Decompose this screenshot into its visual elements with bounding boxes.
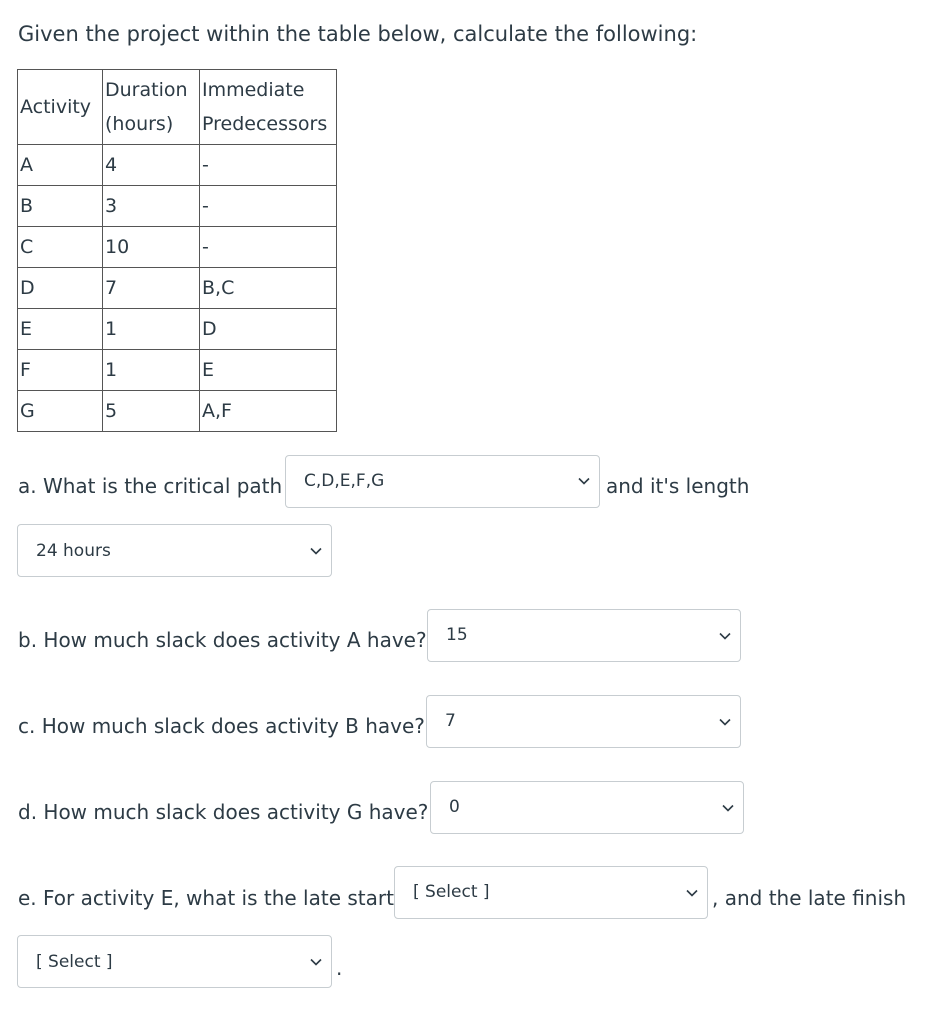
slack-a-select[interactable]: [427, 609, 741, 662]
cell-duration: 7: [103, 268, 200, 309]
table-header-row: [18, 70, 337, 145]
cell-activity: E: [18, 309, 103, 350]
question-d-text: d. How much slack does activity G have?: [18, 800, 429, 824]
question-a-suffix: and it's length: [606, 474, 750, 498]
slack-b-select-value: 7: [445, 711, 456, 731]
question-b-text: b. How much slack does activity A have?: [18, 628, 427, 652]
table-row: [18, 309, 337, 350]
cell-activity: B: [18, 186, 103, 227]
chevron-down-icon: [577, 474, 591, 488]
chevron-down-icon: [718, 715, 732, 729]
slack-g-select[interactable]: [430, 781, 744, 834]
cell-predecessors: B,C: [200, 268, 337, 309]
critical-path-length-select[interactable]: [17, 524, 332, 577]
cell-predecessors: A,F: [200, 391, 337, 432]
question-e-end: .: [336, 956, 343, 980]
question-intro: Given the project within the table below, calculate the following:: [18, 22, 698, 46]
late-start-select-value: [ Select ]: [413, 882, 490, 902]
table-row: [18, 227, 337, 268]
project-table: [17, 69, 337, 432]
chevron-down-icon: [309, 544, 323, 558]
critical-path-select-value: C,D,E,F,G: [304, 471, 385, 491]
table-row: [18, 186, 337, 227]
table-row: [18, 268, 337, 309]
late-start-select[interactable]: [394, 866, 708, 919]
cell-duration: 1: [103, 309, 200, 350]
table-row: [18, 350, 337, 391]
cell-predecessors: -: [200, 186, 337, 227]
slack-g-select-value: 0: [449, 797, 460, 817]
chevron-down-icon: [685, 886, 699, 900]
question-c-text: c. How much slack does activity B have?: [18, 714, 425, 738]
chevron-down-icon: [309, 955, 323, 969]
chevron-down-icon: [721, 801, 735, 815]
cell-duration: 5: [103, 391, 200, 432]
cell-activity: C: [18, 227, 103, 268]
critical-path-select[interactable]: [285, 455, 600, 508]
cell-predecessors: -: [200, 227, 337, 268]
cell-duration: 10: [103, 227, 200, 268]
critical-path-length-select-value: 24 hours: [36, 541, 111, 561]
cell-duration: 1: [103, 350, 200, 391]
slack-b-select[interactable]: [426, 695, 741, 748]
header-predecessors: Immediate Predecessors: [200, 70, 337, 145]
cell-activity: F: [18, 350, 103, 391]
slack-a-select-value: 15: [446, 625, 468, 645]
late-finish-select-value: [ Select ]: [36, 952, 113, 972]
cell-activity: A: [18, 145, 103, 186]
cell-duration: 4: [103, 145, 200, 186]
question-e-prefix: e. For activity E, what is the late start: [18, 886, 394, 910]
table-row: [18, 145, 337, 186]
cell-predecessors: -: [200, 145, 337, 186]
cell-activity: D: [18, 268, 103, 309]
chevron-down-icon: [718, 629, 732, 643]
question-e-middle: , and the late finish: [712, 886, 907, 910]
late-finish-select[interactable]: [17, 935, 332, 988]
cell-predecessors: E: [200, 350, 337, 391]
question-a-prefix: a. What is the critical path: [18, 474, 283, 498]
header-activity: Activity: [18, 70, 103, 145]
cell-duration: 3: [103, 186, 200, 227]
cell-activity: G: [18, 391, 103, 432]
table-row: [18, 391, 337, 432]
cell-predecessors: D: [200, 309, 337, 350]
header-duration: Duration (hours): [103, 70, 200, 145]
